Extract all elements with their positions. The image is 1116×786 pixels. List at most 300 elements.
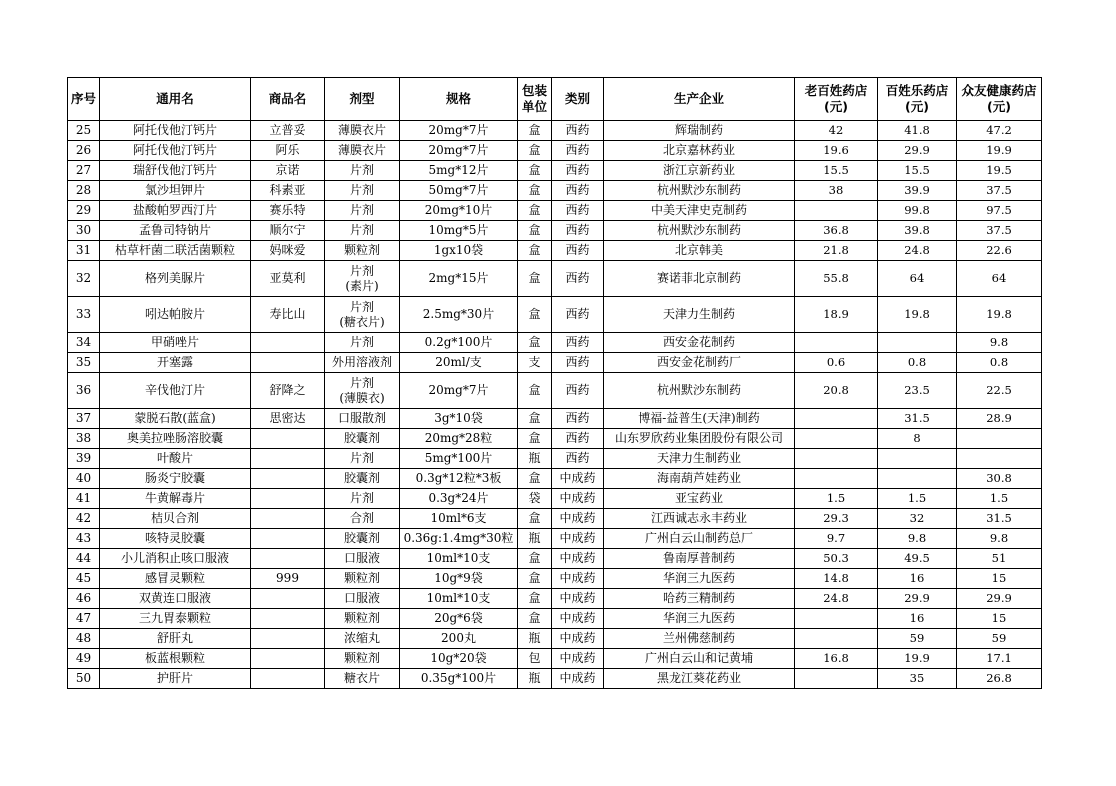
cell-form: 片剂 [325, 221, 400, 241]
cell-generic-name: 叶酸片 [100, 449, 251, 469]
cell-no: 44 [68, 549, 100, 569]
cell-spec: 20ml/支 [400, 353, 518, 373]
cell-spec: 5mg*12片 [400, 161, 518, 181]
cell-price-store1 [795, 469, 878, 489]
cell-unit: 盒 [518, 469, 552, 489]
cell-category: 西药 [552, 353, 604, 373]
cell-maker: 华润三九医药 [604, 569, 795, 589]
cell-category: 西药 [552, 141, 604, 161]
cell-category: 西药 [552, 409, 604, 429]
cell-spec: 5mg*100片 [400, 449, 518, 469]
table-row [68, 529, 1042, 549]
cell-maker: 北京韩美 [604, 241, 795, 261]
cell-form: 外用溶液剂 [325, 353, 400, 373]
cell-brand [251, 353, 325, 373]
header-store3-line2: (元) [987, 99, 1011, 114]
cell-form-line2: (薄膜衣) [339, 390, 385, 405]
cell-unit: 盒 [518, 373, 552, 409]
cell-price-store3: 28.9 [957, 409, 1042, 429]
table-row [68, 409, 1042, 429]
header-unit-line1: 包装 [521, 83, 547, 98]
cell-no: 33 [68, 297, 100, 333]
cell-brand [251, 609, 325, 629]
cell-price-store2: 39.9 [878, 181, 957, 201]
table-row [68, 569, 1042, 589]
cell-unit: 瓶 [518, 629, 552, 649]
cell-form: 口服液 [325, 589, 400, 609]
cell-price-store1: 14.8 [795, 569, 878, 589]
cell-category: 中成药 [552, 509, 604, 529]
table-row [68, 509, 1042, 529]
cell-generic-name: 双黄连口服液 [100, 589, 251, 609]
table-row [68, 649, 1042, 669]
cell-spec: 50mg*7片 [400, 181, 518, 201]
cell-maker: 天津力生制药 [604, 297, 795, 333]
cell-price-store3: 19.5 [957, 161, 1042, 181]
cell-brand: 寿比山 [251, 297, 325, 333]
cell-spec: 10ml*6支 [400, 509, 518, 529]
cell-maker: 鲁南厚普制药 [604, 549, 795, 569]
header-spec: 规格 [400, 78, 518, 121]
cell-maker: 黑龙江葵花药业 [604, 669, 795, 689]
cell-generic-name: 枯草杆菌二联活菌颗粒 [100, 241, 251, 261]
cell-brand [251, 469, 325, 489]
cell-maker: 赛诺菲北京制药 [604, 261, 795, 297]
cell-form: 片剂 [325, 449, 400, 469]
table-row [68, 489, 1042, 509]
cell-form-line1: 片剂 [349, 299, 374, 314]
cell-form: 口服散剂 [325, 409, 400, 429]
cell-brand: 舒降之 [251, 373, 325, 409]
cell-price-store3: 47.2 [957, 121, 1042, 141]
cell-category: 中成药 [552, 529, 604, 549]
header-maker: 生产企业 [604, 78, 795, 121]
cell-price-store1 [795, 201, 878, 221]
cell-price-store2: 0.8 [878, 353, 957, 373]
table-row [68, 669, 1042, 689]
cell-form: 糖衣片 [325, 669, 400, 689]
cell-spec: 0.2g*100片 [400, 333, 518, 353]
cell-price-store3: 15 [957, 609, 1042, 629]
table-row [68, 549, 1042, 569]
cell-no: 47 [68, 609, 100, 629]
cell-price-store2: 59 [878, 629, 957, 649]
cell-spec: 20g*6袋 [400, 609, 518, 629]
table-row [68, 181, 1042, 201]
cell-form: 胶囊剂 [325, 529, 400, 549]
cell-price-store3: 30.8 [957, 469, 1042, 489]
cell-price-store3: 9.8 [957, 529, 1042, 549]
cell-form: 颗粒剂 [325, 569, 400, 589]
cell-brand: 阿乐 [251, 141, 325, 161]
cell-brand: 顺尔宁 [251, 221, 325, 241]
table-row [68, 629, 1042, 649]
cell-form: 颗粒剂 [325, 241, 400, 261]
cell-spec: 10mg*5片 [400, 221, 518, 241]
cell-spec: 20mg*7片 [400, 121, 518, 141]
cell-price-store1 [795, 629, 878, 649]
cell-price-store3: 37.5 [957, 221, 1042, 241]
drug-price-table [67, 77, 1042, 689]
cell-price-store1: 42 [795, 121, 878, 141]
cell-unit: 盒 [518, 161, 552, 181]
cell-unit: 瓶 [518, 449, 552, 469]
cell-generic-name: 瑞舒伐他汀钙片 [100, 161, 251, 181]
cell-spec: 0.3g*12粒*3板 [400, 469, 518, 489]
cell-price-store3: 59 [957, 629, 1042, 649]
cell-no: 43 [68, 529, 100, 549]
cell-form [325, 261, 400, 297]
table-row [68, 221, 1042, 241]
cell-price-store1 [795, 669, 878, 689]
cell-price-store2: 31.5 [878, 409, 957, 429]
cell-category: 中成药 [552, 489, 604, 509]
table-row [68, 333, 1042, 353]
table-row [68, 449, 1042, 469]
cell-price-store2: 35 [878, 669, 957, 689]
cell-category: 西药 [552, 221, 604, 241]
cell-price-store3: 26.8 [957, 669, 1042, 689]
cell-spec: 0.36g:1.4mg*30粒 [400, 529, 518, 549]
cell-generic-name: 舒肝丸 [100, 629, 251, 649]
cell-price-store2: 41.8 [878, 121, 957, 141]
cell-spec: 20mg*28粒 [400, 429, 518, 449]
header-store1 [795, 78, 878, 121]
table-row [68, 141, 1042, 161]
table-row [68, 353, 1042, 373]
cell-no: 28 [68, 181, 100, 201]
cell-price-store1: 1.5 [795, 489, 878, 509]
cell-unit: 盒 [518, 333, 552, 353]
cell-brand [251, 509, 325, 529]
table-row [68, 241, 1042, 261]
cell-generic-name: 肠炎宁胶囊 [100, 469, 251, 489]
cell-no: 39 [68, 449, 100, 469]
cell-price-store3: 0.8 [957, 353, 1042, 373]
cell-price-store3: 22.5 [957, 373, 1042, 409]
header-store2-line1: 百姓乐药店 [885, 83, 949, 98]
cell-no: 29 [68, 201, 100, 221]
cell-maker: 兰州佛慈制药 [604, 629, 795, 649]
cell-form: 片剂 [325, 489, 400, 509]
cell-unit: 盒 [518, 409, 552, 429]
cell-maker: 杭州默沙东制药 [604, 373, 795, 409]
table-row [68, 201, 1042, 221]
cell-maker: 西安金花制药 [604, 333, 795, 353]
cell-maker: 博福-益普生(天津)制药 [604, 409, 795, 429]
cell-form: 合剂 [325, 509, 400, 529]
cell-brand: 亚莫利 [251, 261, 325, 297]
table-row [68, 261, 1042, 297]
cell-brand: 999 [251, 569, 325, 589]
cell-maker: 杭州默沙东制药 [604, 181, 795, 201]
cell-unit: 盒 [518, 261, 552, 297]
cell-price-store2: 9.8 [878, 529, 957, 549]
cell-unit: 瓶 [518, 669, 552, 689]
cell-unit: 瓶 [518, 529, 552, 549]
cell-category: 西药 [552, 121, 604, 141]
cell-spec: 20mg*10片 [400, 201, 518, 221]
cell-price-store3: 9.8 [957, 333, 1042, 353]
cell-spec: 20mg*7片 [400, 141, 518, 161]
cell-unit: 盒 [518, 549, 552, 569]
cell-generic-name: 盐酸帕罗西汀片 [100, 201, 251, 221]
cell-price-store1 [795, 333, 878, 353]
cell-maker: 西安金花制药厂 [604, 353, 795, 373]
cell-form-line1: 片剂 [349, 263, 374, 278]
cell-unit: 盒 [518, 121, 552, 141]
cell-unit: 包 [518, 649, 552, 669]
cell-generic-name: 辛伐他汀片 [100, 373, 251, 409]
cell-generic-name: 阿托伐他汀钙片 [100, 121, 251, 141]
table-row [68, 609, 1042, 629]
cell-form: 片剂 [325, 181, 400, 201]
cell-generic-name: 孟鲁司特钠片 [100, 221, 251, 241]
cell-generic-name: 甲硝唑片 [100, 333, 251, 353]
table-row [68, 589, 1042, 609]
cell-price-store2: 19.8 [878, 297, 957, 333]
cell-maker: 山东罗欣药业集团股份有限公司 [604, 429, 795, 449]
cell-price-store2: 8 [878, 429, 957, 449]
cell-maker: 江西诚志永丰药业 [604, 509, 795, 529]
header-store3-line1: 众友健康药店 [961, 83, 1037, 98]
cell-form: 胶囊剂 [325, 469, 400, 489]
cell-unit: 盒 [518, 297, 552, 333]
cell-no: 31 [68, 241, 100, 261]
cell-price-store2 [878, 469, 957, 489]
cell-maker: 中美天津史克制药 [604, 201, 795, 221]
cell-price-store1: 15.5 [795, 161, 878, 181]
cell-price-store1: 38 [795, 181, 878, 201]
cell-no: 46 [68, 589, 100, 609]
cell-category: 西药 [552, 181, 604, 201]
cell-form: 片剂 [325, 201, 400, 221]
cell-price-store2: 19.9 [878, 649, 957, 669]
header-category: 类别 [552, 78, 604, 121]
cell-spec: 10ml*10支 [400, 549, 518, 569]
cell-no: 25 [68, 121, 100, 141]
header-store2-line2: (元) [905, 99, 929, 114]
cell-price-store3: 17.1 [957, 649, 1042, 669]
cell-unit: 盒 [518, 221, 552, 241]
cell-maker: 广州白云山和记黄埔 [604, 649, 795, 669]
cell-no: 30 [68, 221, 100, 241]
cell-form-line2: (糖衣片) [339, 314, 385, 329]
cell-brand [251, 669, 325, 689]
header-store2 [878, 78, 957, 121]
cell-price-store2: 29.9 [878, 589, 957, 609]
cell-no: 40 [68, 469, 100, 489]
header-generic-name: 通用名 [100, 78, 251, 121]
cell-generic-name: 感冒灵颗粒 [100, 569, 251, 589]
table-header-row [68, 78, 1042, 121]
cell-price-store1: 16.8 [795, 649, 878, 669]
cell-brand: 科素亚 [251, 181, 325, 201]
header-store1-line1: 老百姓药店 [804, 83, 868, 98]
header-no: 序号 [68, 78, 100, 121]
cell-price-store2: 99.8 [878, 201, 957, 221]
cell-maker: 广州白云山制药总厂 [604, 529, 795, 549]
cell-maker: 杭州默沙东制药 [604, 221, 795, 241]
cell-form: 薄膜衣片 [325, 141, 400, 161]
cell-price-store1 [795, 409, 878, 429]
cell-form-line2: (素片) [345, 278, 379, 293]
header-unit-line2: 单位 [521, 99, 547, 114]
cell-spec: 2mg*15片 [400, 261, 518, 297]
table-row [68, 297, 1042, 333]
cell-maker: 浙江京新药业 [604, 161, 795, 181]
cell-price-store3: 22.6 [957, 241, 1042, 261]
header-form: 剂型 [325, 78, 400, 121]
cell-brand: 立普妥 [251, 121, 325, 141]
cell-spec: 3g*10袋 [400, 409, 518, 429]
cell-generic-name: 吲达帕胺片 [100, 297, 251, 333]
cell-spec: 10g*9袋 [400, 569, 518, 589]
cell-price-store1: 36.8 [795, 221, 878, 241]
table-row [68, 121, 1042, 141]
table-row [68, 469, 1042, 489]
cell-brand [251, 489, 325, 509]
table-row [68, 161, 1042, 181]
cell-price-store1 [795, 449, 878, 469]
cell-price-store3: 51 [957, 549, 1042, 569]
cell-unit: 盒 [518, 181, 552, 201]
cell-maker: 天津力生制药业 [604, 449, 795, 469]
cell-price-store1: 20.8 [795, 373, 878, 409]
cell-spec: 2.5mg*30片 [400, 297, 518, 333]
cell-generic-name: 小儿消积止咳口服液 [100, 549, 251, 569]
cell-brand [251, 549, 325, 569]
cell-no: 38 [68, 429, 100, 449]
cell-price-store2: 16 [878, 609, 957, 629]
cell-category: 西药 [552, 297, 604, 333]
cell-price-store1: 55.8 [795, 261, 878, 297]
cell-price-store2: 24.8 [878, 241, 957, 261]
header-store1-line2: (元) [824, 99, 848, 114]
cell-price-store2: 39.8 [878, 221, 957, 241]
cell-price-store2: 64 [878, 261, 957, 297]
cell-price-store3: 1.5 [957, 489, 1042, 509]
cell-price-store2 [878, 333, 957, 353]
cell-no: 35 [68, 353, 100, 373]
cell-no: 49 [68, 649, 100, 669]
cell-category: 中成药 [552, 549, 604, 569]
cell-price-store1: 18.9 [795, 297, 878, 333]
cell-brand [251, 649, 325, 669]
cell-category: 西药 [552, 333, 604, 353]
cell-price-store1: 21.8 [795, 241, 878, 261]
cell-spec: 1gx10袋 [400, 241, 518, 261]
cell-form: 口服液 [325, 549, 400, 569]
cell-generic-name: 奥美拉唑肠溶胶囊 [100, 429, 251, 449]
cell-maker: 华润三九医药 [604, 609, 795, 629]
cell-no: 36 [68, 373, 100, 409]
cell-generic-name: 咳特灵胶囊 [100, 529, 251, 549]
cell-brand [251, 589, 325, 609]
cell-unit: 盒 [518, 241, 552, 261]
cell-unit: 盒 [518, 569, 552, 589]
cell-generic-name: 蒙脱石散(蓝盒) [100, 409, 251, 429]
cell-price-store2: 1.5 [878, 489, 957, 509]
cell-form: 片剂 [325, 333, 400, 353]
cell-maker: 北京嘉林药业 [604, 141, 795, 161]
cell-brand: 思密达 [251, 409, 325, 429]
cell-brand: 妈咪爱 [251, 241, 325, 261]
cell-price-store1: 24.8 [795, 589, 878, 609]
cell-spec: 20mg*7片 [400, 373, 518, 409]
cell-unit: 盒 [518, 609, 552, 629]
cell-price-store3 [957, 429, 1042, 449]
table-row [68, 429, 1042, 449]
cell-price-store3 [957, 449, 1042, 469]
cell-price-store1: 29.3 [795, 509, 878, 529]
cell-price-store3: 37.5 [957, 181, 1042, 201]
cell-unit: 袋 [518, 489, 552, 509]
cell-price-store3: 31.5 [957, 509, 1042, 529]
cell-form: 薄膜衣片 [325, 121, 400, 141]
cell-spec: 10g*20袋 [400, 649, 518, 669]
table-row [68, 373, 1042, 409]
cell-form [325, 297, 400, 333]
cell-price-store2: 29.9 [878, 141, 957, 161]
cell-no: 45 [68, 569, 100, 589]
cell-price-store3: 29.9 [957, 589, 1042, 609]
cell-form: 胶囊剂 [325, 429, 400, 449]
cell-price-store2 [878, 449, 957, 469]
cell-maker: 亚宝药业 [604, 489, 795, 509]
cell-price-store1: 0.6 [795, 353, 878, 373]
cell-form: 颗粒剂 [325, 609, 400, 629]
cell-price-store1: 9.7 [795, 529, 878, 549]
cell-form-line1: 片剂 [349, 375, 374, 390]
cell-generic-name: 护肝片 [100, 669, 251, 689]
cell-brand [251, 529, 325, 549]
cell-price-store2: 49.5 [878, 549, 957, 569]
cell-form: 颗粒剂 [325, 649, 400, 669]
cell-brand [251, 449, 325, 469]
cell-generic-name: 牛黄解毒片 [100, 489, 251, 509]
cell-category: 中成药 [552, 589, 604, 609]
cell-price-store2: 23.5 [878, 373, 957, 409]
cell-brand [251, 429, 325, 449]
cell-price-store2: 15.5 [878, 161, 957, 181]
cell-price-store1 [795, 609, 878, 629]
header-unit [518, 78, 552, 121]
cell-price-store3: 64 [957, 261, 1042, 297]
cell-unit: 盒 [518, 141, 552, 161]
cell-spec: 0.3g*24片 [400, 489, 518, 509]
header-store3 [957, 78, 1042, 121]
cell-spec: 0.35g*100片 [400, 669, 518, 689]
cell-generic-name: 板蓝根颗粒 [100, 649, 251, 669]
cell-category: 西药 [552, 373, 604, 409]
header-brand: 商品名 [251, 78, 325, 121]
cell-price-store3: 97.5 [957, 201, 1042, 221]
cell-unit: 盒 [518, 429, 552, 449]
cell-generic-name: 氯沙坦钾片 [100, 181, 251, 201]
cell-generic-name: 格列美脲片 [100, 261, 251, 297]
cell-spec: 200丸 [400, 629, 518, 649]
cell-no: 41 [68, 489, 100, 509]
cell-brand [251, 629, 325, 649]
cell-maker: 辉瑞制药 [604, 121, 795, 141]
cell-category: 西药 [552, 429, 604, 449]
cell-category: 西药 [552, 241, 604, 261]
cell-price-store2: 32 [878, 509, 957, 529]
cell-price-store1: 50.3 [795, 549, 878, 569]
cell-brand: 赛乐特 [251, 201, 325, 221]
cell-price-store2: 16 [878, 569, 957, 589]
